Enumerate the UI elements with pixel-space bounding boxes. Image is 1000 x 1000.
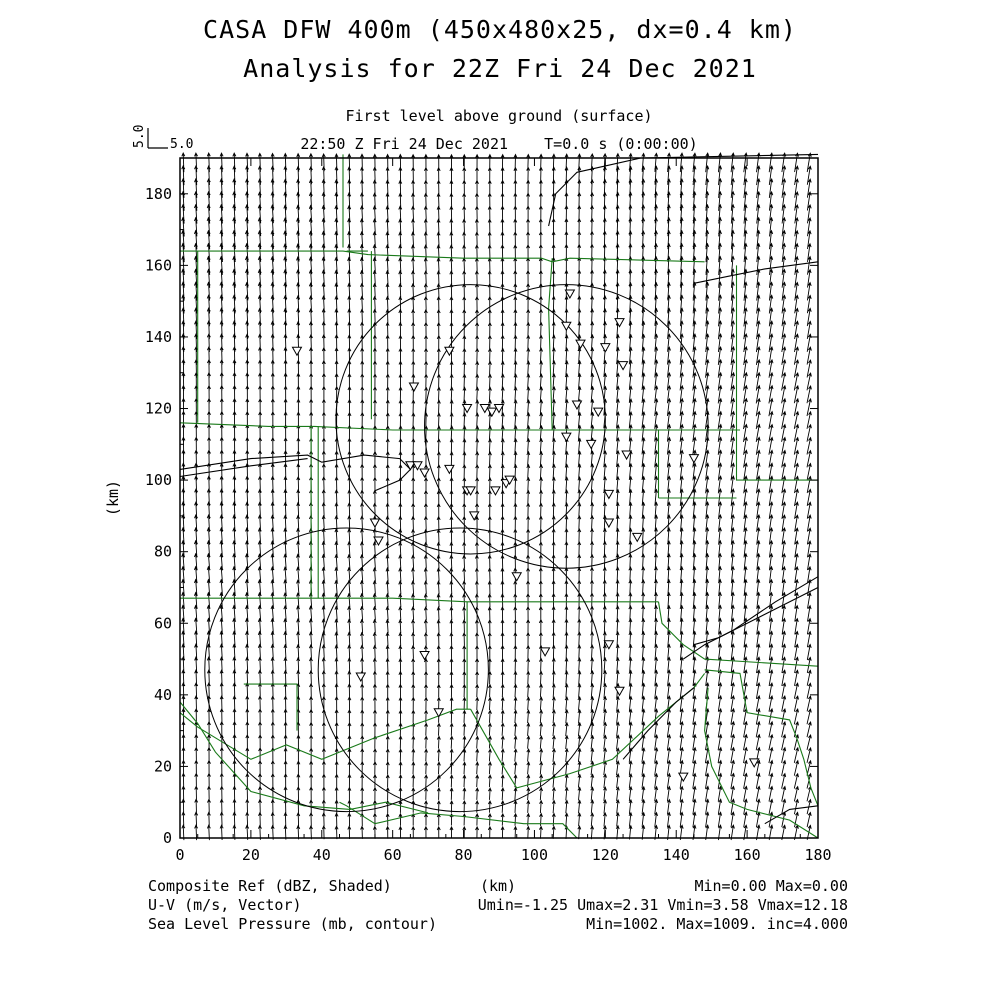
y-tick-label: 140 xyxy=(144,327,172,346)
x-tick-label: 100 xyxy=(520,846,548,864)
x-tick-label: 60 xyxy=(383,846,402,864)
pressure-contour xyxy=(694,262,818,284)
y-tick-label: 120 xyxy=(144,399,172,418)
x-tick-label: 180 xyxy=(804,846,832,864)
station-marker xyxy=(562,433,571,441)
chart-title: CASA DFW 400m (450x480x25, dx=0.4 km) xyxy=(203,15,797,44)
station-marker xyxy=(562,322,571,330)
x-tick-label: 140 xyxy=(662,846,690,864)
station-marker xyxy=(491,487,500,495)
pressure-stats: Min=1002. Max=1009. inc=4.000 xyxy=(586,915,848,933)
level-label: First level above ground (surface) xyxy=(345,107,653,125)
valid-time-label: 22:50 Z Fri 24 Dec 2021 T=0.0 s (0:00:00) xyxy=(300,135,698,153)
vector-key-axis-label: 5.0 xyxy=(132,124,147,148)
county-line xyxy=(737,430,819,480)
y-tick-label: 160 xyxy=(144,256,172,275)
y-tick-label: 0 xyxy=(162,829,172,847)
station-marker xyxy=(356,673,365,681)
ref-stats: Min=0.00 Max=0.00 xyxy=(694,877,848,895)
vector-key-label: 5.0 xyxy=(170,137,194,152)
pressure-contour xyxy=(694,588,818,645)
station-marker xyxy=(615,687,624,695)
county-line xyxy=(180,251,705,262)
x-tick-label: 40 xyxy=(312,846,331,864)
station-marker xyxy=(689,455,698,463)
y-tick-label: 40 xyxy=(153,685,172,704)
station-marker xyxy=(622,451,631,459)
station-marker xyxy=(679,773,688,781)
pressure-contour xyxy=(549,154,818,226)
y-axis-label: (km) xyxy=(104,479,122,517)
station-marker xyxy=(541,648,550,656)
county-boundaries xyxy=(180,154,818,838)
station-marker xyxy=(633,533,642,541)
y-tick-label: 100 xyxy=(144,471,172,490)
legend-wind-field: U-V (m/s, Vector) xyxy=(148,896,302,914)
legend-ref-field: Composite Ref (dBZ, Shaded) xyxy=(148,877,392,895)
legend-pressure-field: Sea Level Pressure (mb, contour) xyxy=(148,915,437,933)
radar-range-rings xyxy=(205,285,708,812)
station-marker xyxy=(619,362,628,370)
x-axis-label: (km) xyxy=(479,877,517,895)
y-tick-label: 60 xyxy=(153,614,172,633)
station-marker xyxy=(587,440,596,448)
wind-stats: Umin=-1.25 Umax=2.31 Vmin=3.58 Vmax=12.18 xyxy=(477,896,848,914)
x-tick-label: 160 xyxy=(733,846,761,864)
y-tick-label: 80 xyxy=(153,542,172,561)
x-tick-label: 0 xyxy=(175,846,185,864)
chart-subtitle-analysis-time: Analysis for 22Z Fri 24 Dec 2021 xyxy=(243,54,757,83)
station-marker xyxy=(445,465,454,473)
county-line xyxy=(549,258,553,430)
station-marker xyxy=(434,709,443,717)
station-marker xyxy=(572,401,581,409)
station-marker xyxy=(370,519,379,527)
county-line xyxy=(180,702,428,813)
station-marker xyxy=(409,383,418,391)
x-tick-label: 80 xyxy=(454,846,473,864)
y-tick-label: 180 xyxy=(144,184,172,203)
station-marker xyxy=(292,347,301,355)
county-line xyxy=(180,598,659,602)
station-marker xyxy=(420,469,429,477)
station-marker xyxy=(594,408,603,416)
vector-key xyxy=(132,125,193,152)
station-marker xyxy=(601,344,610,352)
wind-vector-field xyxy=(182,153,812,840)
station-marker xyxy=(604,519,613,527)
station-marker xyxy=(420,651,429,659)
station-marker xyxy=(604,490,613,498)
station-marker xyxy=(615,319,624,327)
x-tick-label: 20 xyxy=(241,846,260,864)
wind-vectors xyxy=(182,153,812,840)
x-tick-label: 120 xyxy=(591,846,619,864)
y-tick-label: 20 xyxy=(153,757,172,776)
pressure-contour xyxy=(180,459,308,477)
station-marker xyxy=(512,573,521,581)
